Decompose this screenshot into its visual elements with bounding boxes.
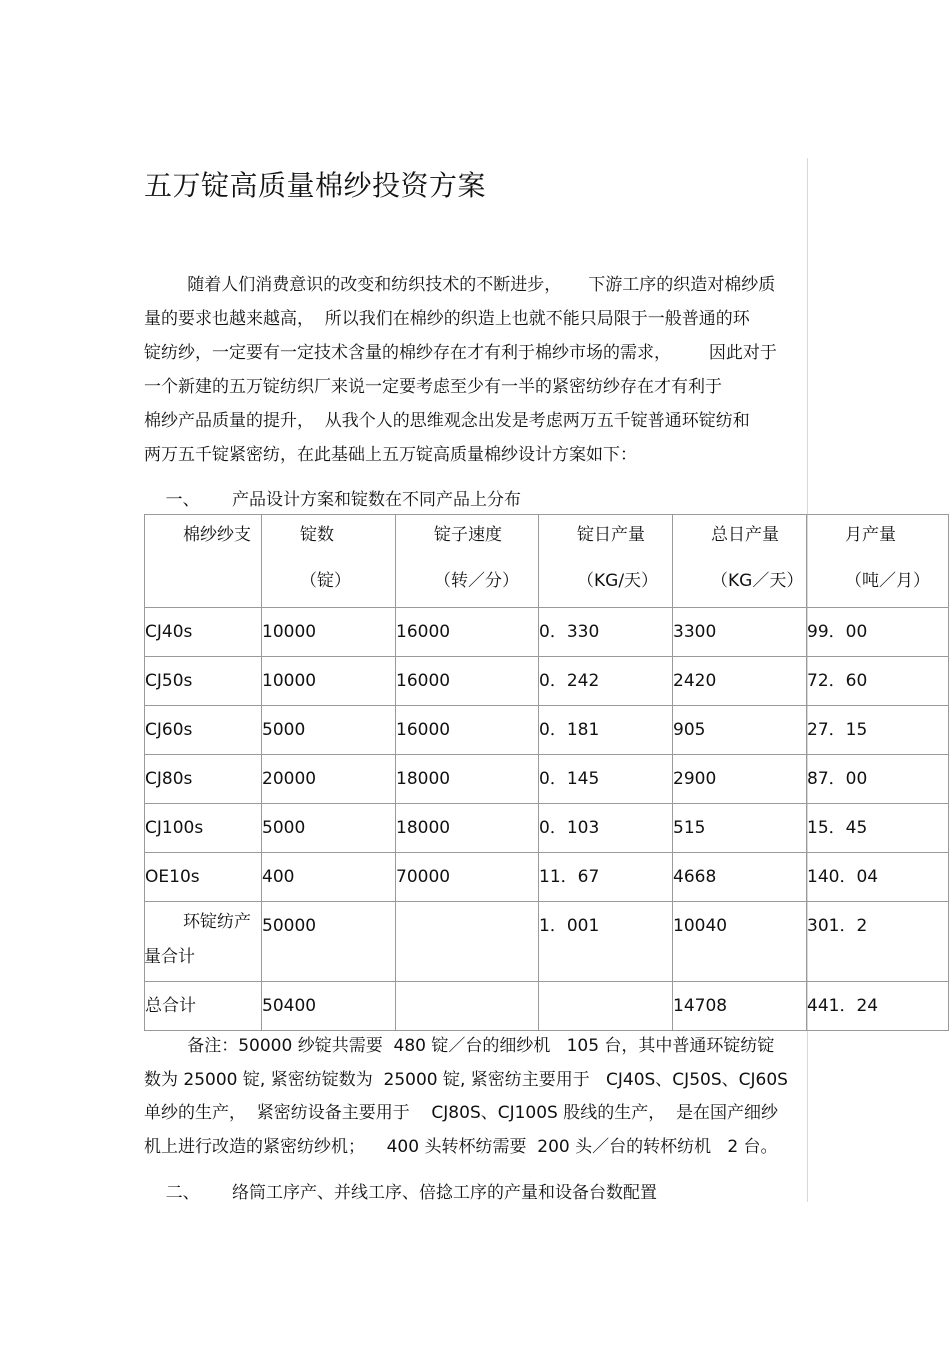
table-cell: 301．2 <box>807 902 949 982</box>
table-cell: 5000 <box>262 706 396 755</box>
table-cell: 15．45 <box>807 804 949 853</box>
table-cell: 10040 <box>673 902 807 982</box>
subtotal-label-b: 量合计 <box>144 947 195 967</box>
remark-line: 单纱的生产， 紧密纺设备主要用于 CJ80S、CJ100S 股线的生产， 是在国产细纱 <box>144 1103 779 1123</box>
table-cell: CJ100s <box>145 804 262 853</box>
header-cell: 锭数 （锭） <box>262 515 396 608</box>
table-cell: 515 <box>673 804 807 853</box>
remark-line: 数为 25000 锭, 紧密纺锭数为 25000 锭, 紧密纺主要用于 CJ40S、CJ50S、CJ60S <box>144 1069 788 1090</box>
table-cell: 0．145 <box>539 755 673 804</box>
table-cell: 20000 <box>262 755 396 804</box>
table-cell: 50400 <box>262 982 396 1031</box>
table-cell: 16000 <box>396 657 539 706</box>
header-cell: 锭日产量 （KG/天） <box>539 515 673 608</box>
table-cell: 18000 <box>396 804 539 853</box>
table-row <box>145 804 949 853</box>
table-cell: CJ60s <box>145 706 262 755</box>
header-cell: 总日产量 （KG／天） <box>673 515 807 608</box>
table-cell: 87．00 <box>807 755 949 804</box>
table-cell: 16000 <box>396 706 539 755</box>
section-heading-2: 二、 络筒工序产、并线工序、倍捻工序的产量和设备台数配置 <box>144 1183 658 1203</box>
table-cell: 0．242 <box>539 657 673 706</box>
table-cell: 27．15 <box>807 706 949 755</box>
table-cell: CJ40s <box>145 608 262 657</box>
intro-line: 一个新建的五万锭纺织厂来说一定要考虑至少有一半的紧密纺纱存在才有利于 <box>144 377 722 397</box>
subtotal-label-cell <box>145 902 262 982</box>
subtotal-row <box>145 902 949 982</box>
table-cell: 18000 <box>396 755 539 804</box>
table-row <box>145 853 949 902</box>
table-row <box>145 755 949 804</box>
remark-paragraph <box>144 1030 806 1164</box>
subtotal-label-a: 环锭纺产 <box>183 912 251 932</box>
remark-line: 机上进行改造的紧密纺纱机； 400 头转杯纺需要 200 头／台的转杯纺机 2 台。 <box>144 1136 778 1157</box>
table-row <box>145 657 949 706</box>
table-cell: OE10s <box>145 853 262 902</box>
table-cell: 11．67 <box>539 853 673 902</box>
intro-paragraph <box>144 268 806 472</box>
product-distribution-table <box>144 514 949 1031</box>
table-cell: 5000 <box>262 804 396 853</box>
table-cell: 905 <box>673 706 807 755</box>
table-cell: 140．04 <box>807 853 949 902</box>
table-row <box>145 608 949 657</box>
table-cell: 99．00 <box>807 608 949 657</box>
table-cell: CJ80s <box>145 755 262 804</box>
table-cell: 0．103 <box>539 804 673 853</box>
table-cell: 0．330 <box>539 608 673 657</box>
table-cell: 14708 <box>673 982 807 1031</box>
table-cell: 441．24 <box>807 982 949 1031</box>
table-cell: 2900 <box>673 755 807 804</box>
header-cell: 月产量 （吨／月） <box>807 515 949 608</box>
table-cell: 4668 <box>673 853 807 902</box>
table-cell: 10000 <box>262 608 396 657</box>
intro-line: 两万五千锭紧密纺，在此基础上五万锭高质量棉纱设计方案如下： <box>144 445 637 465</box>
table-cell: 72．60 <box>807 657 949 706</box>
table-cell: 16000 <box>396 608 539 657</box>
table-cell: 总合计 <box>145 982 262 1031</box>
header-cell: 棉纱纱支 <box>145 515 262 608</box>
document-title: 五万锭高质量棉纱投资方案 <box>144 169 487 202</box>
table-cell <box>539 982 673 1031</box>
section-heading-1: 一、 产品设计方案和锭数在不同产品上分布 <box>144 490 522 510</box>
table-cell: 1．001 <box>539 902 673 982</box>
table-cell: CJ50s <box>145 657 262 706</box>
table-cell: 0．181 <box>539 706 673 755</box>
table-cell <box>396 902 539 982</box>
table-header-row <box>145 515 949 608</box>
total-row <box>145 982 949 1031</box>
intro-line: 随着人们消费意识的改变和纺织技术的不断进步， 下游工序的织造对棉纱质 <box>144 275 776 295</box>
table-cell: 3300 <box>673 608 807 657</box>
table-cell: 50000 <box>262 902 396 982</box>
intro-line: 量的要求也越来越高， 所以我们在棉纱的织造上也就不能只局限于一般普通的环 <box>144 309 750 329</box>
header-cell: 锭子速度 （转／分） <box>396 515 539 608</box>
intro-line: 棉纱产品质量的提升， 从我个人的思维观念出发是考虑两万五千锭普通环锭纺和 <box>144 411 750 431</box>
remark-line: 备注：50000 纱锭共需要 480 锭／台的细纱机 105 台，其中普通环锭纺锭 <box>144 1036 775 1056</box>
table-cell: 400 <box>262 853 396 902</box>
table-row <box>145 706 949 755</box>
table-cell: 2420 <box>673 657 807 706</box>
table-cell: 70000 <box>396 853 539 902</box>
intro-line: 锭纺纱，一定要有一定技术含量的棉纱存在才有利于棉纱市场的需求， 因此对于 <box>144 343 777 363</box>
table-cell: 10000 <box>262 657 396 706</box>
table-cell <box>396 982 539 1031</box>
